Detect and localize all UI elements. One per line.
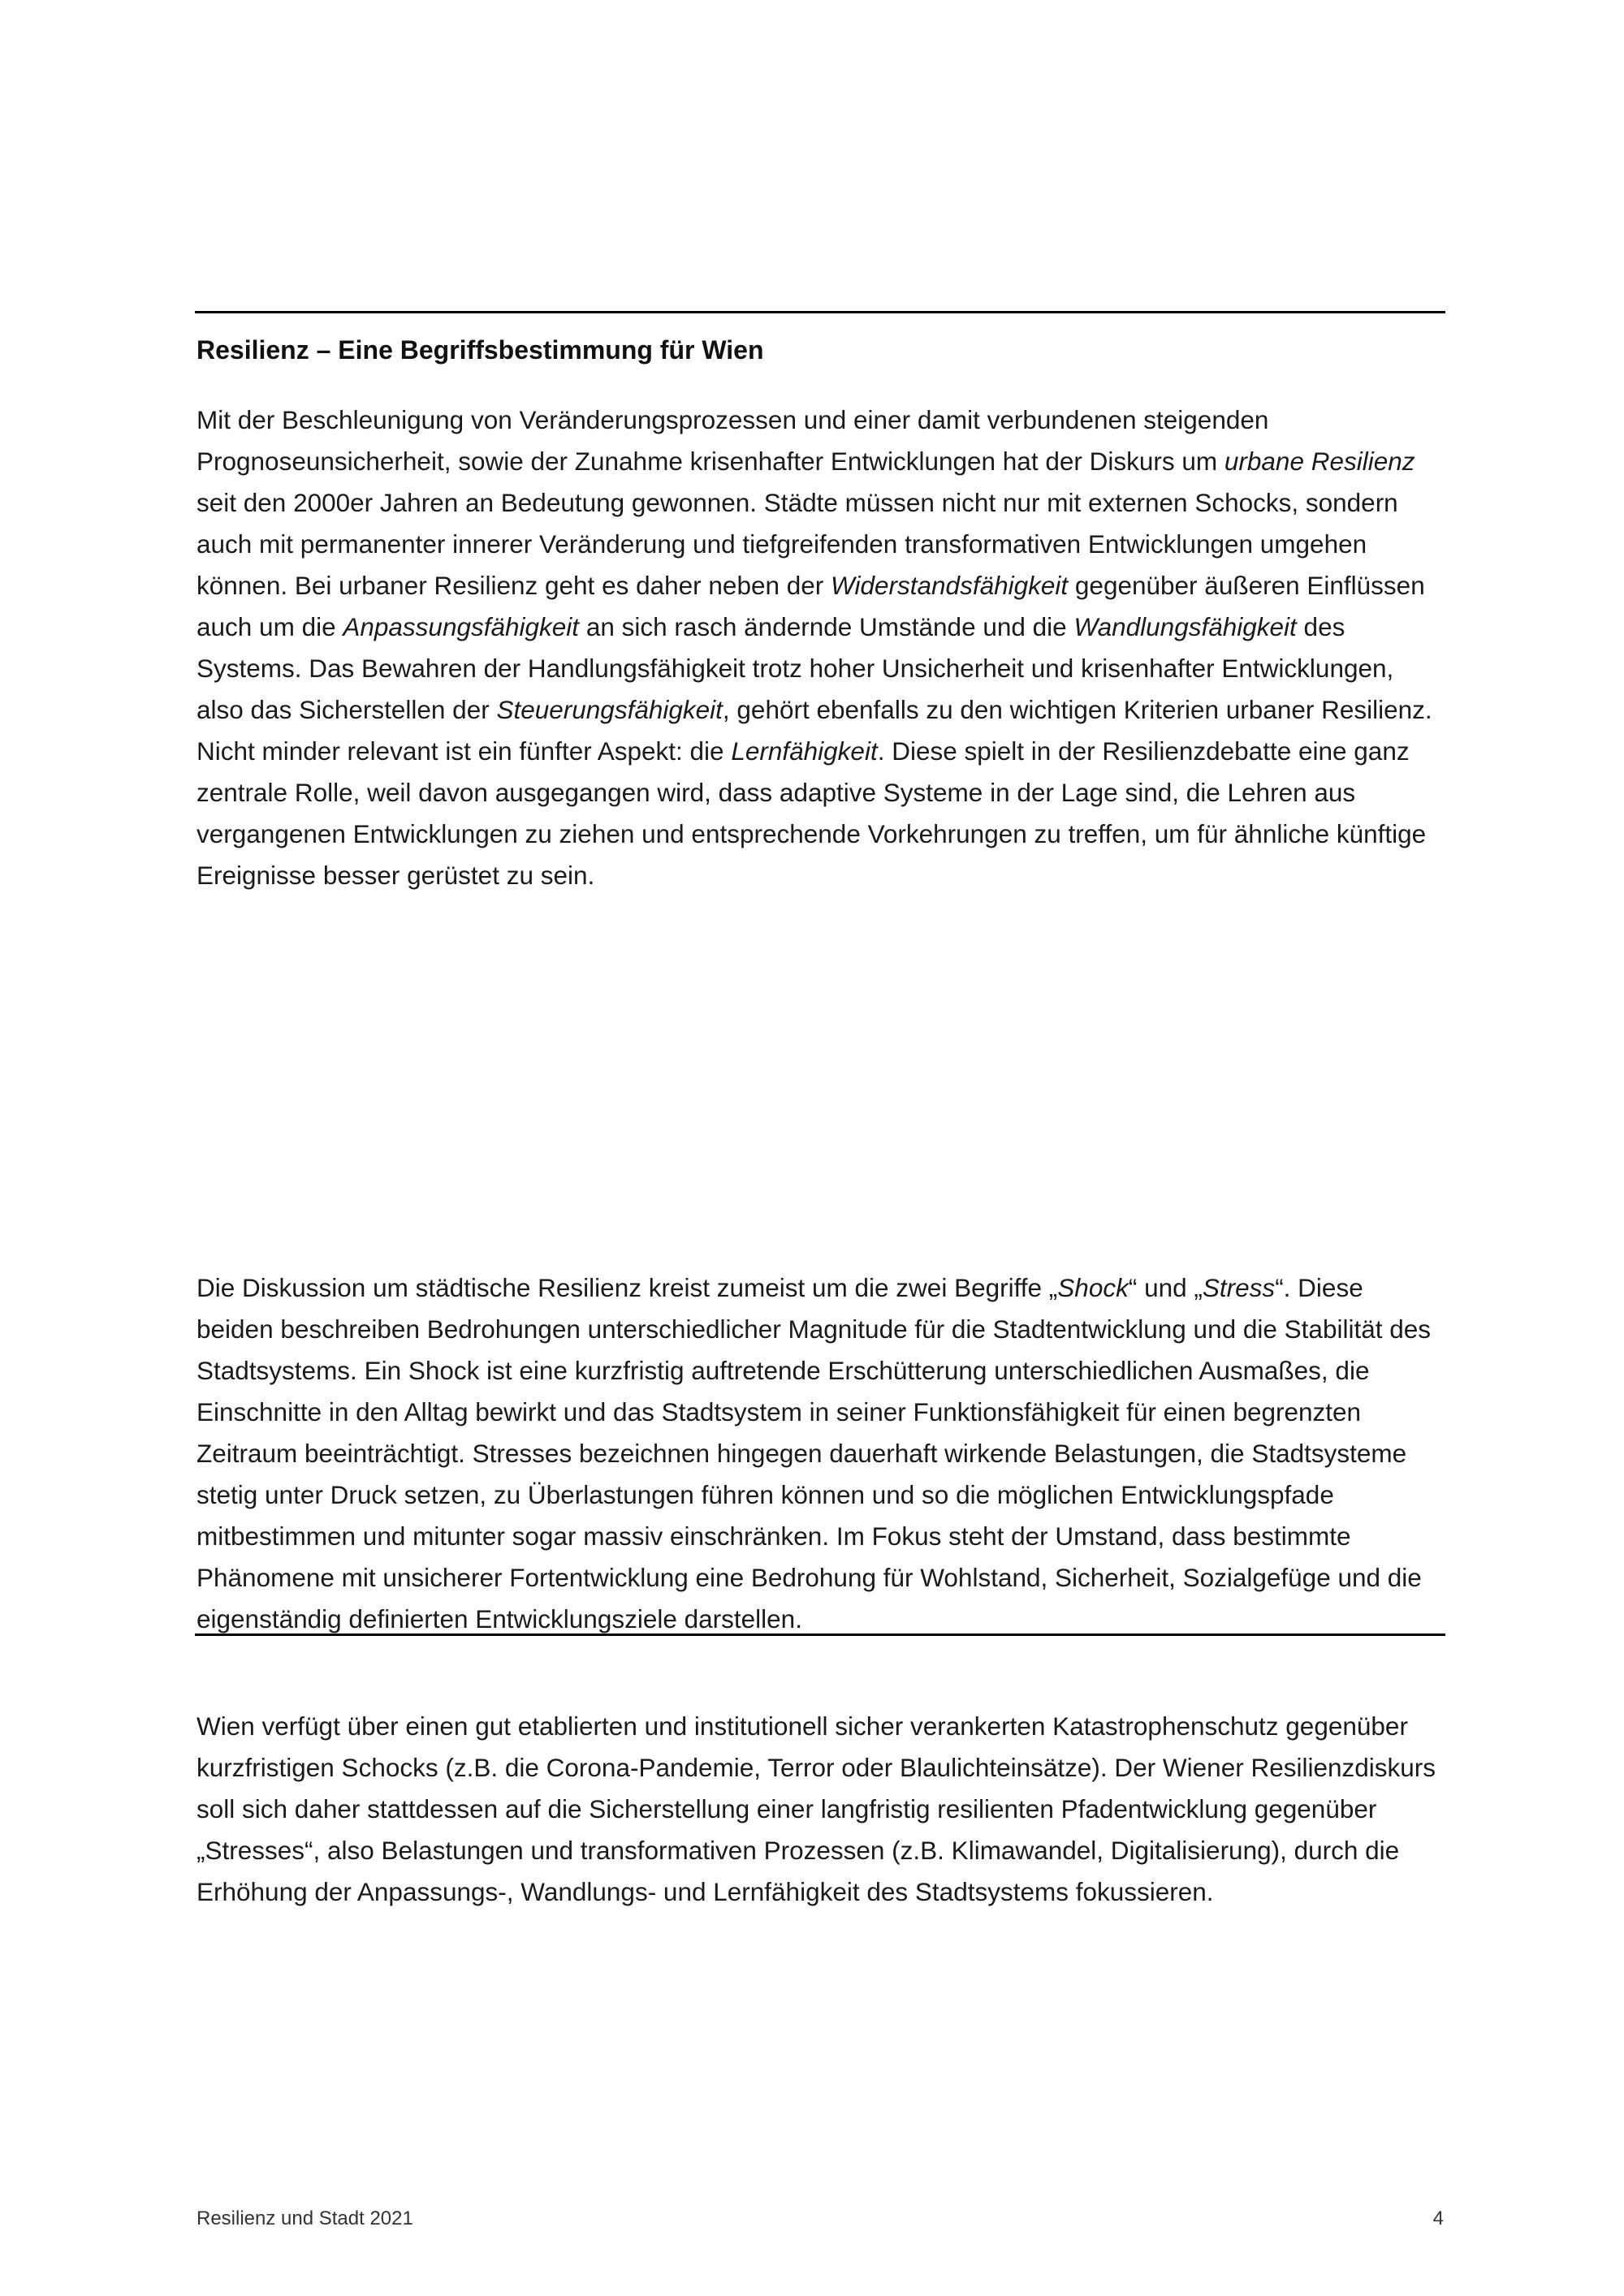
paragraph-1-text-6: , gehört ebenfalls zu den wichtigen Kriterien urbaner Resilienz. Nicht minder relevant ist ein fünfter Aspekt: die xyxy=(197,695,1432,766)
paragraph-1-text-1: Mit der Beschleunigung von Veränderungsprozessen und einer damit verbundenen steigenden Prognoseunsicherheit, sowie der Zunahme krisenhafter Entwicklungen hat der Diskurs um xyxy=(197,405,1269,476)
paragraph-1-text-7: . Diese spielt in der Resilienzdebatte eine ganz zentrale Rolle, weil davon ausgegangen wird, dass adaptive Systeme in der Lage sind, die Lehren aus vergangenen Entwicklungen zu ziehen und entsprechende Vorkehrungen zu treffen, um für ähnliche künftige Ereignisse besser gerüstet zu sein. xyxy=(197,736,1427,890)
paragraph-1-text-5: des Systems. Das Bewahren der Handlungsfähigkeit trotz hoher Unsicherheit und krisenhafter Entwicklungen, also das Sicherstellen der xyxy=(197,612,1394,724)
paragraph-2 xyxy=(197,1267,1447,1640)
paragraph-2-text-3: “. Diese beiden beschreiben Bedrohungen unterschiedlicher Magnitude für die Stadtentwicklung und die Stabilität des Stadtsystems. Ein Shock ist eine kurzfristig auftretende Erschütterung unterschiedlichen Ausmaßes, die Einschnitte in den Alltag bewirkt und das Stadtsystem in seiner Funktionsfähigkeit für einen begrenzten Zeitraum beeinträchtigt. Stresses bezeichnen hingegen dauerhaft wirkende Belastungen, die Stadtsysteme stetig unter Druck setzen, zu Überlastungen führen können und so die möglichen Entwicklungspfade mitbestimmen und mitunter sogar massiv einschränken. Im Fokus steht der Umstand, dass bestimmte Phänomene mit unsicherer Fortentwicklung eine Bedrohung für Wohlstand, Sicherheit, Sozialgefüge und die eigenständig definierten Entwicklungsziele darstellen. xyxy=(197,1273,1432,1634)
term-lernfaehigkeit: Lernfähigkeit xyxy=(731,736,878,766)
paragraph-1 xyxy=(197,399,1447,896)
paragraph-3: Wien verfügt über einen gut etablierten und institutionell sicher verankerten Katastrophenschutz gegenüber kurzfristigen Schocks (z.B. die Corona-Pandemie, Terror oder Blaulichteinsätze). Der Wiener Resilienzdiskurs soll sich daher stattdessen auf die Sicherstellung einer langfristig resilienten Pfadentwicklung gegenüber „Stresses“, also Belastungen und transformativen Prozessen (z.B. Klimawandel, Digitalisierung), durch die Erhöhung der Anpassungs-, Wandlungs- und Lernfähigkeit des Stadtsystems fokussieren. xyxy=(197,1711,1436,1906)
section-title: Resilienz – Eine Begriffsbestimmung für Wien xyxy=(197,335,764,365)
paragraph-1-text-3: gegenüber äußeren Einflüssen auch um die xyxy=(197,571,1425,641)
paragraph-1-text-4: an sich rasch ändernde Umstände und die xyxy=(579,612,1074,641)
term-urbane-resilienz: urbane Resilienz xyxy=(1224,447,1415,476)
term-widerstandsfaehigkeit: Widerstandsfähigkeit xyxy=(831,571,1069,600)
page-number: 4 xyxy=(1432,2208,1444,2229)
term-steuerungsfaehigkeit: Steuerungsfähigkeit xyxy=(496,695,723,724)
footer-title: Resilienz und Stadt 2021 xyxy=(197,2208,413,2229)
paragraph-2-text-2: “ und „ xyxy=(1128,1273,1203,1302)
term-anpassungsfaehigkeit: Anpassungsfähigkeit xyxy=(343,612,580,641)
term-stress: Stress xyxy=(1202,1273,1276,1302)
definition-box xyxy=(195,311,1445,1906)
paragraph-1-text-2: seit den 2000er Jahren an Bedeutung gewonnen. Städte müssen nicht nur mit externen Schocks, sondern auch mit permanenter innerer Veränderung und tiefgreifenden transformativen Entwicklungen umgehen können. Bei urbaner Resilienz geht es daher neben der xyxy=(197,488,1398,600)
term-wandlungsfaehigkeit: Wandlungsfähigkeit xyxy=(1073,612,1297,641)
term-shock: Shock xyxy=(1057,1273,1129,1302)
paragraph-2-text-1: Die Diskussion um städtische Resilienz kreist zumeist um die zwei Begriffe „ xyxy=(197,1273,1058,1302)
